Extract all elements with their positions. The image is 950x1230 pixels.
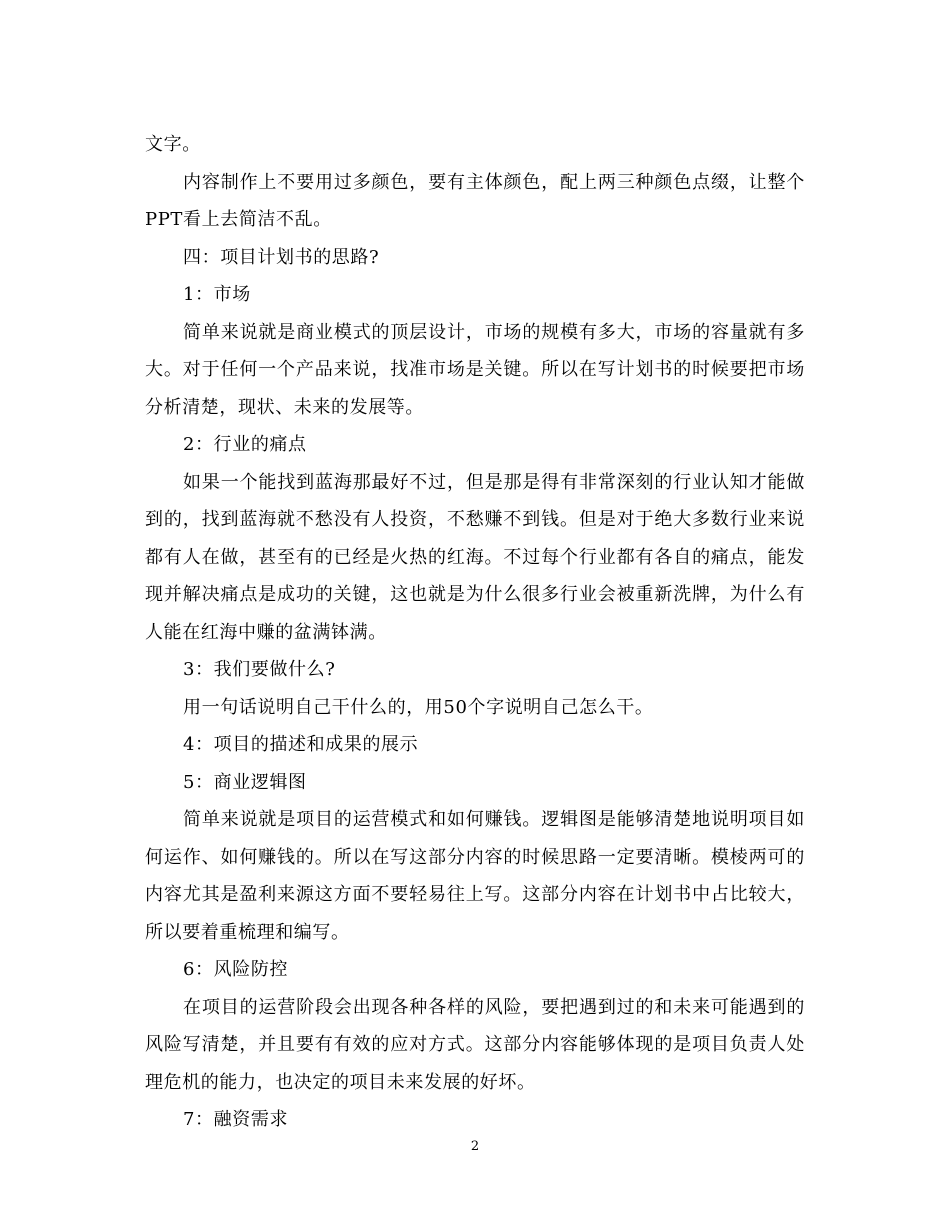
item-heading-pain-points: 2：行业的痛点 [183,434,307,455]
item-heading-project-description: 4：项目的描述和成果的展示 [183,734,419,755]
paragraph-continuation: 文字。 [145,134,201,155]
item-heading-business-logic: 5：商业逻辑图 [183,771,307,793]
item-heading-market: 1：市场 [183,284,251,305]
paragraph-market: 简单来说就是商业模式的顶层设计，市场的规模有多大，市场的容量就有多大。对于任何一个产品来说，找准市场是关键。所以在写计划书的时候要把市场分析清楚，现状、未来的发展等。 [145,321,805,418]
item-heading-financing-needs: 7：融资需求 [183,1109,289,1130]
item-heading-what-we-do: 3：我们要做什么? [183,659,336,680]
paragraph-pain-points: 如果一个能找到蓝海那最好不过，但是那是得有非常深刻的行业认知才能做到的，找到蓝海就不愁没有人投资，不愁赚不到钱。但是对于绝大多数行业来说都有人在做，甚至有的已经是火热的红海。不过每个行业都有各自的痛点，能发现并解决痛点是成功的关键，这也就是为什么很多行业会被重新洗牌，为什么有人能在红海中赚的盆满钵满。 [145,471,805,643]
section-heading-plan-ideas: 四：项目计划书的思路? [183,246,380,268]
paragraph-risk-control: 在项目的运营阶段会出现各种各样的风险，要把遇到过的和未来可能遇到的风险写清楚，并且要有有效的应对方式。这部分内容能够体现的是项目负责人处理危机的能力，也决定的项目未来发展的好坏。 [145,996,805,1093]
paragraph-what-we-do: 用一句话说明自己干什么的，用50个字说明自己怎么干。 [183,696,654,718]
page-number: 2 [470,1139,480,1154]
item-heading-risk-control: 6：风险防控 [183,959,289,980]
document-body [145,126,805,1139]
paragraph-business-logic: 简单来说就是项目的运营模式和如何赚钱。逻辑图是能够清楚地说明项目如何运作、如何赚钱的。所以在写这部分内容的时候思路一定要清晰。模棱两可的内容尤其是盈利来源这方面不要轻易往上写。这部分内容在计划书中占比较大，所以要着重梳理和编写。 [145,809,805,943]
paragraph-color-advice: 内容制作上不要用过多颜色，要有主体颜色，配上两三种颜色点缀，让整个PPT看上去简洁不乱。 [145,171,805,230]
